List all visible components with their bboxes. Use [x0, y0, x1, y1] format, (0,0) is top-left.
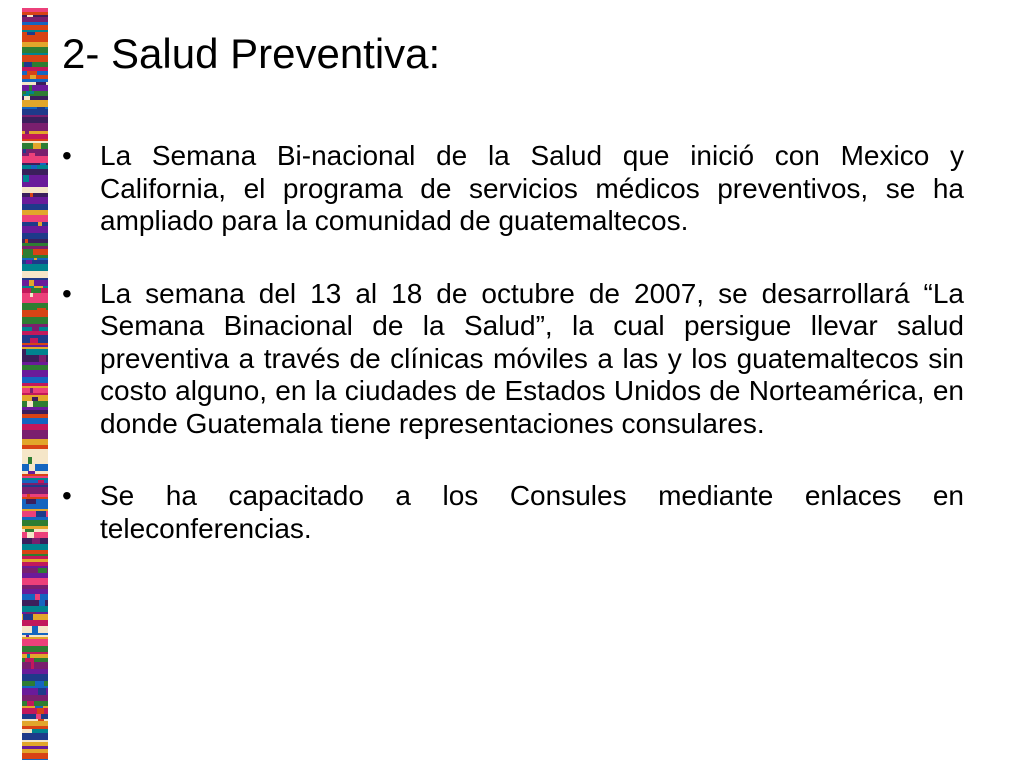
bullet-dot-icon: •	[62, 480, 72, 511]
bullet-dot-icon: •	[62, 140, 72, 171]
bullet-item	[62, 480, 964, 545]
bullet-text: Se ha capacitado a los Consules mediante enlaces en teleconferencias.	[100, 480, 964, 544]
bullet-dot-icon: •	[62, 277, 72, 309]
bullet-list	[62, 140, 964, 585]
bullet-item	[62, 140, 964, 238]
bullet-item	[62, 278, 964, 441]
textile-border-image	[22, 8, 48, 760]
bullet-text: La semana del 13 al 18 de octubre de 2007, se desarrollará “La Semana Binacional de la Salud”, la cual persigue llevar salud preventiva a través de clínicas móviles a las y los guatemaltecos sin costo alguno, en la ciudades de Estados Unidos de Norteamérica, en donde Guatemala tiene representaciones consulares.	[100, 277, 964, 439]
slide-title: 2- Salud Preventiva:	[62, 30, 441, 77]
bullet-text: La Semana Bi-nacional de la Salud que inició con Mexico y California, el programa de servicios médicos preventivos, se ha ampliado para la comunidad de guatemaltecos.	[100, 140, 964, 236]
